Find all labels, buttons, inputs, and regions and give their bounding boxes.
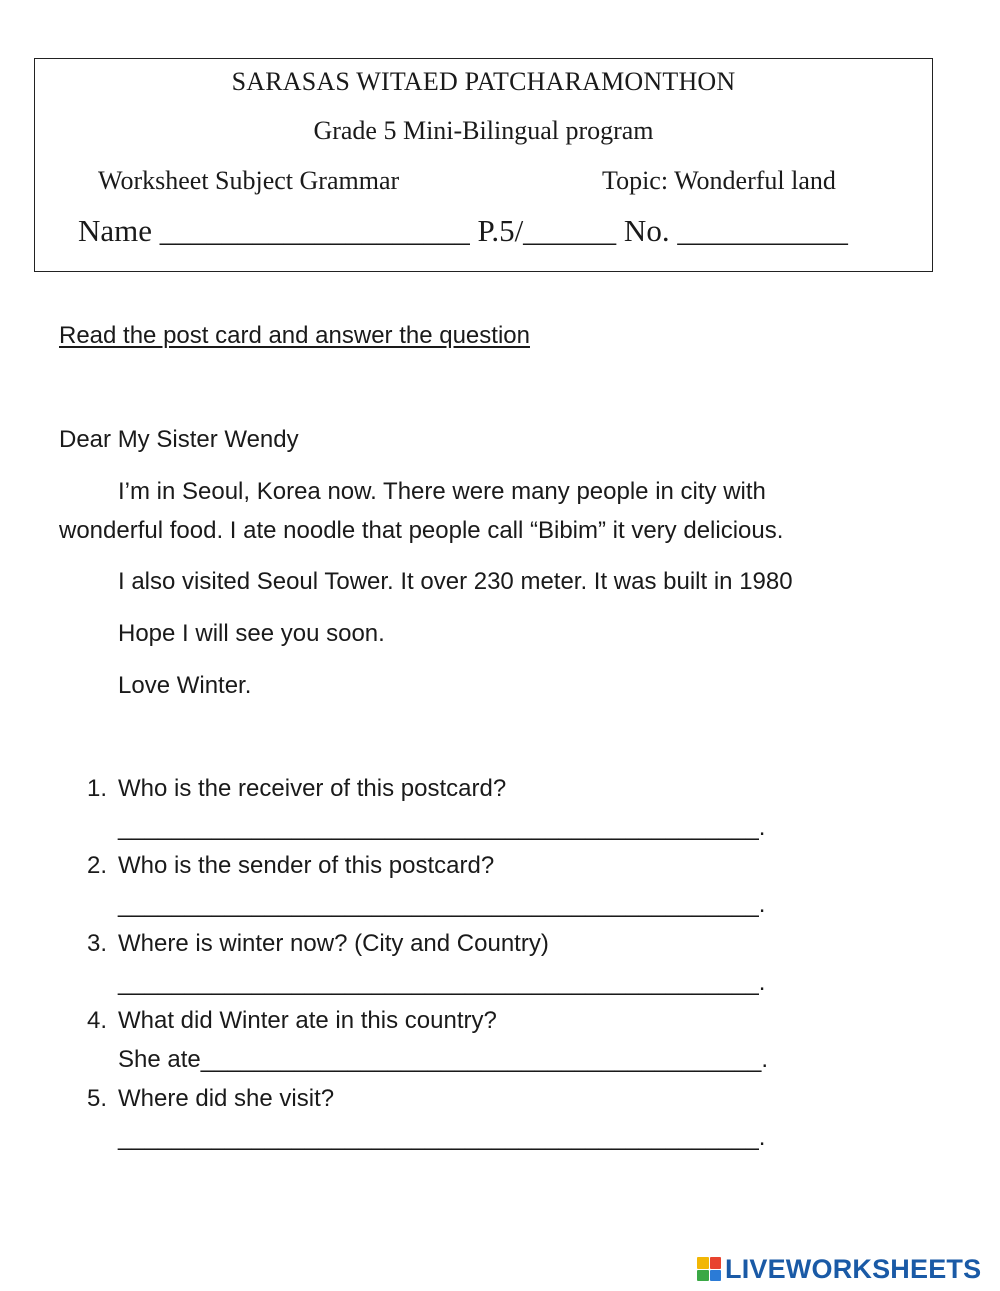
student-info-row: Name ____________________ P.5/______ No. ___________ [78, 213, 848, 248]
question-text: Who is the sender of this postcard? [118, 852, 495, 879]
question-number: 1. [87, 775, 108, 802]
question-number: 5. [87, 1085, 108, 1112]
postcard-sign-off: Love Winter. [118, 672, 252, 699]
postcard-greeting: Dear My Sister Wendy [59, 426, 299, 453]
postcard-line: Hope I will see you soon. [118, 620, 385, 647]
liveworksheets-logo [697, 1253, 981, 1285]
logo-tile [710, 1270, 722, 1282]
logo-tile [697, 1270, 709, 1282]
answer-blank[interactable]: She ate__________________________________________. [118, 1046, 769, 1073]
question-number: 4. [87, 1007, 108, 1034]
program-name: Grade 5 Mini-Bilingual program [313, 116, 654, 145]
liveworksheets-logo-text: LIVEWORKSHEETS [725, 1253, 982, 1284]
question-text: Where did she visit? [118, 1085, 335, 1112]
question-number: 2. [87, 852, 108, 879]
worksheet-topic: Topic: Wonderful land [602, 166, 836, 195]
logo-tile [697, 1257, 709, 1269]
logo-tile [710, 1257, 722, 1269]
answer-blank[interactable]: ________________________________________________. [118, 969, 766, 996]
postcard-line: I also visited Seoul Tower. It over 230 meter. It was built in 1980 [118, 568, 793, 595]
question-text: What did Winter ate in this country? [118, 1007, 497, 1034]
worksheet-subject: Worksheet Subject Grammar [98, 166, 400, 195]
postcard-line: wonderful food. I ate noodle that people call “Bibim” it very delicious. [59, 517, 784, 544]
liveworksheets-logo-icon [697, 1257, 721, 1281]
question-text: Who is the receiver of this postcard? [118, 775, 507, 802]
postcard-line: I’m in Seoul, Korea now. There were many people in city with [118, 478, 766, 505]
question-number: 3. [87, 930, 108, 957]
answer-blank[interactable]: ________________________________________________. [118, 814, 766, 841]
worksheet-header-box [34, 58, 933, 272]
question-text: Where is winter now? (City and Country) [118, 930, 549, 957]
answer-blank[interactable]: ________________________________________________. [118, 891, 766, 918]
answer-blank[interactable]: ________________________________________________. [118, 1124, 766, 1151]
school-name: SARASAS WITAED PATCHARAMONTHON [231, 67, 736, 96]
instruction-heading: Read the post card and answer the question [59, 322, 530, 349]
